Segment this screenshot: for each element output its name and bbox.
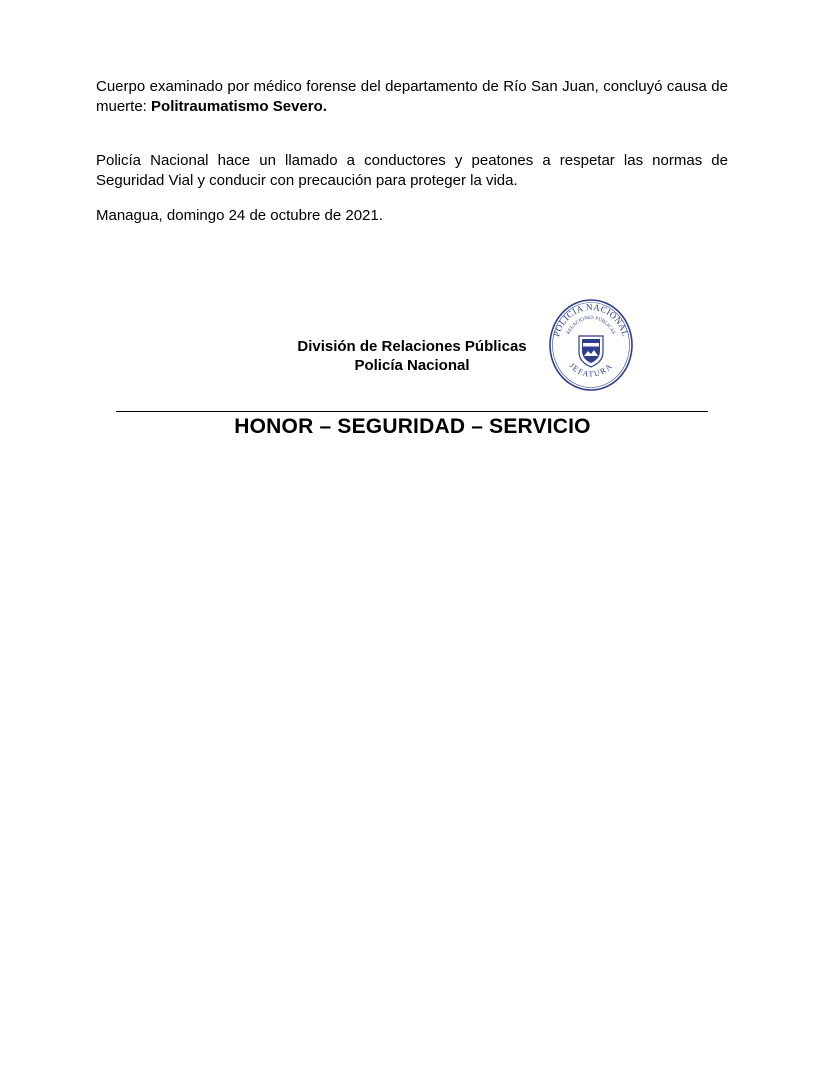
- signature-institution: Policía Nacional: [354, 357, 470, 374]
- place-date-line: Managua, domingo 24 de octubre de 2021.: [96, 207, 383, 224]
- seal-top-text: POLICÍA NACIONAL: [551, 301, 631, 338]
- cause-of-death-bold: Politraumatismo Severo.: [151, 98, 327, 115]
- cause-of-death-text: Cuerpo examinado por médico forense del departamento de Río San Juan, concluyó causa de muerte:: [96, 78, 728, 115]
- seal-bottom-text: JEFATURA: [567, 361, 615, 379]
- police-appeal-paragraph: Policía Nacional hace un llamado a conductores y peatones a respetar las normas de Seguridad Vial y conducir con precaución para proteger la vida.: [96, 152, 728, 189]
- seal-inner-text: RELACIONES PÚBLICAS: [566, 315, 616, 336]
- signature-division: División de Relaciones Públicas: [297, 338, 527, 355]
- svg-text:RELACIONES PÚBLICAS: [566, 316, 615, 336]
- motto: HONOR – SEGURIDAD – SERVICIO: [234, 415, 591, 438]
- separator-line: [116, 411, 708, 412]
- police-seal-icon: [546, 296, 636, 394]
- signature-block: [262, 337, 562, 375]
- cause-of-death-paragraph: [96, 77, 728, 117]
